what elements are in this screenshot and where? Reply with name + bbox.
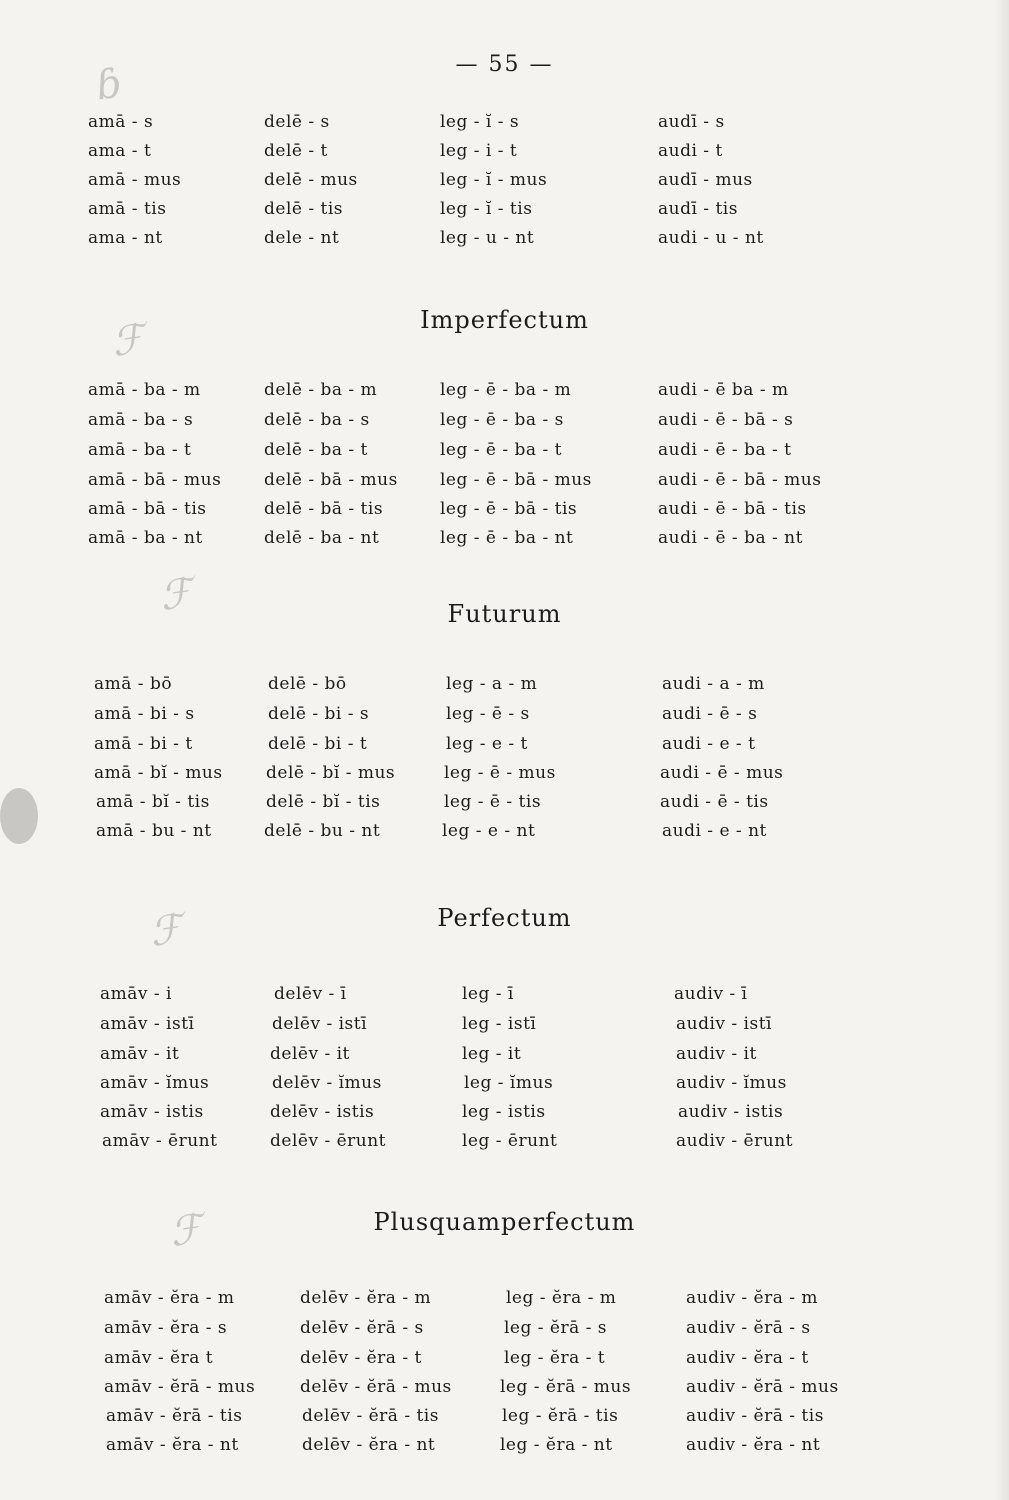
- legere-form: leg - ĭ - tis: [440, 199, 533, 219]
- legere-form: leg - ĭ - mus: [440, 170, 548, 190]
- amare-form: ama - nt: [88, 228, 163, 248]
- amare-form: amāv - ērunt: [102, 1131, 218, 1151]
- legere-form: leg - ĕra - nt: [500, 1435, 613, 1455]
- delere-form: delēv - ĕra - t: [300, 1348, 422, 1368]
- amare-form: ama - t: [88, 141, 152, 161]
- legere-form: leg - ē - ba - m: [440, 380, 572, 400]
- audire-form: audiv - ĕra - nt: [686, 1435, 821, 1455]
- audire-form: audi - ē - tis: [660, 792, 769, 812]
- pencil-mark: ɓ: [92, 60, 125, 110]
- legere-form: leg - ē - ba - nt: [440, 528, 574, 548]
- audire-form: audi - ē - mus: [660, 763, 784, 783]
- table-row: [0, 674, 1009, 704]
- delere-form: delē - bā - mus: [264, 470, 398, 490]
- table-row: [0, 470, 1009, 500]
- amare-form: amā - bĭ - tis: [96, 792, 210, 812]
- amare-form: amā - ba - t: [88, 440, 192, 460]
- amare-form: amā - s: [88, 112, 154, 132]
- table-row: [0, 1044, 1009, 1074]
- amare-form: amā - tis: [88, 199, 167, 219]
- amare-form: amā - mus: [88, 170, 182, 190]
- audire-form: audiv - ĕra - t: [686, 1348, 809, 1368]
- amare-form: amāv - ĕra - m: [104, 1288, 235, 1308]
- table-row: [0, 821, 1009, 851]
- audire-form: audiv - ĕrā - tis: [686, 1406, 824, 1426]
- delere-form: delē - bĭ - mus: [266, 763, 396, 783]
- amare-form: amāv - ĕra t: [104, 1348, 214, 1368]
- amare-form: amāv - ĕra - s: [104, 1318, 228, 1338]
- legere-form: leg - istis: [462, 1102, 546, 1122]
- table-row: [0, 410, 1009, 440]
- table-row: [0, 112, 1009, 142]
- delere-form: delēv - ĭmus: [272, 1073, 382, 1093]
- table-row: [0, 1131, 1009, 1161]
- amare-form: amā - bi - s: [94, 704, 195, 724]
- legere-form: leg - ē - tis: [444, 792, 542, 812]
- amare-form: amāv - i: [100, 984, 172, 1004]
- table-row: [0, 792, 1009, 822]
- delere-form: delē - ba - t: [264, 440, 368, 460]
- audire-form: audi - ē - bā - tis: [658, 499, 807, 519]
- amare-form: amāv - istī: [100, 1014, 195, 1034]
- amare-form: amā - bō: [94, 674, 173, 694]
- pencil-mark: ℱ: [146, 906, 185, 956]
- delere-form: delēv - ĕrā - tis: [302, 1406, 439, 1426]
- table-row: [0, 1348, 1009, 1378]
- delere-form: delēv - istis: [270, 1102, 375, 1122]
- table-row: [0, 228, 1009, 258]
- legere-form: leg - ē - s: [446, 704, 530, 724]
- amare-form: amā - ba - s: [88, 410, 194, 430]
- audire-form: audiv - ĕrā - s: [686, 1318, 811, 1338]
- delere-form: delēv - ī: [274, 984, 347, 1004]
- legere-form: leg - ē - mus: [444, 763, 556, 783]
- audire-form: audi - ē - ba - nt: [658, 528, 803, 548]
- legere-form: leg - ē - ba - t: [440, 440, 562, 460]
- table-row: [0, 984, 1009, 1014]
- legere-form: leg - ĕra - t: [504, 1348, 606, 1368]
- delere-form: delē - bi - s: [268, 704, 370, 724]
- legere-form: leg - it: [462, 1044, 522, 1064]
- audire-form: audi - ē - bā - mus: [658, 470, 822, 490]
- amare-form: amāv - istis: [100, 1102, 204, 1122]
- delere-form: delē - tis: [264, 199, 343, 219]
- audire-form: audiv - it: [676, 1044, 757, 1064]
- section-title-imperfectum: Imperfectum: [420, 306, 589, 334]
- delere-form: delēv - ĕra - m: [300, 1288, 432, 1308]
- legere-form: leg - a - m: [446, 674, 538, 694]
- amare-form: amāv - ĕrā - tis: [106, 1406, 243, 1426]
- delere-form: delē - t: [264, 141, 328, 161]
- pencil-mark: ℱ: [108, 316, 147, 366]
- audire-form: audi - e - nt: [662, 821, 767, 841]
- amare-form: amā - bi - t: [94, 734, 193, 754]
- legere-form: leg - ī: [462, 984, 514, 1004]
- audire-form: audiv - ĕrā - mus: [686, 1377, 839, 1397]
- table-row: [0, 1318, 1009, 1348]
- section-title-plusquamperfectum: Plusquamperfectum: [373, 1208, 636, 1236]
- legere-form: leg - ĭ - s: [440, 112, 520, 132]
- table-row: [0, 704, 1009, 734]
- delere-form: delē - ba - nt: [264, 528, 380, 548]
- amare-form: amā - bā - mus: [88, 470, 222, 490]
- table-row: [0, 1073, 1009, 1103]
- delere-form: delē - bō: [268, 674, 347, 694]
- section-title-perfectum: Perfectum: [437, 904, 572, 932]
- delere-form: delēv - istī: [272, 1014, 368, 1034]
- audire-form: audi - a - m: [662, 674, 765, 694]
- audire-form: audī - mus: [658, 170, 753, 190]
- legere-form: leg - ĕrā - mus: [500, 1377, 632, 1397]
- delere-form: delē - bā - tis: [264, 499, 384, 519]
- delere-form: delē - ba - m: [264, 380, 378, 400]
- table-row: [0, 734, 1009, 764]
- legere-form: leg - ē - bā - mus: [440, 470, 592, 490]
- amare-form: amā - ba - nt: [88, 528, 203, 548]
- legere-form: leg - ĭmus: [464, 1073, 554, 1093]
- audire-form: audiv - istī: [676, 1014, 772, 1034]
- audire-form: audiv - ērunt: [676, 1131, 793, 1151]
- legere-form: leg - ērunt: [462, 1131, 558, 1151]
- legere-form: leg - e - t: [446, 734, 528, 754]
- legere-form: leg - u - nt: [440, 228, 535, 248]
- table-row: [0, 141, 1009, 171]
- legere-form: leg - ĕrā - tis: [502, 1406, 619, 1426]
- audire-form: audi - ē - s: [662, 704, 758, 724]
- legere-form: leg - ĕra - m: [506, 1288, 617, 1308]
- section-title-futurum: Futurum: [447, 600, 562, 628]
- legere-form: leg - istī: [462, 1014, 537, 1034]
- audire-form: audiv - ĭmus: [676, 1073, 787, 1093]
- amare-form: amā - ba - m: [88, 380, 201, 400]
- table-row: [0, 1406, 1009, 1436]
- audire-form: audi - t: [658, 141, 723, 161]
- amare-form: amā - bĭ - mus: [94, 763, 223, 783]
- audire-form: audī - tis: [658, 199, 738, 219]
- amare-form: amāv - it: [100, 1044, 180, 1064]
- table-row: [0, 1435, 1009, 1465]
- delere-form: delē - bi - t: [268, 734, 368, 754]
- table-row: [0, 199, 1009, 229]
- audire-form: audi - u - nt: [658, 228, 764, 248]
- delere-form: delē - mus: [264, 170, 358, 190]
- legere-form: leg - ĕrā - s: [504, 1318, 608, 1338]
- delere-form: delē - ba - s: [264, 410, 370, 430]
- pencil-mark: ℱ: [156, 570, 195, 620]
- table-row: [0, 1377, 1009, 1407]
- audire-form: audi - ē - bā - s: [658, 410, 794, 430]
- delere-form: dele - nt: [264, 228, 340, 248]
- page-number: — 55 —: [455, 52, 554, 77]
- audire-form: audiv - istis: [678, 1102, 784, 1122]
- table-row: [0, 170, 1009, 200]
- amare-form: amā - bu - nt: [96, 821, 212, 841]
- audire-form: audī - s: [658, 112, 725, 132]
- table-row: [0, 528, 1009, 558]
- amare-form: amā - bā - tis: [88, 499, 207, 519]
- audire-form: audi - ē ba - m: [658, 380, 789, 400]
- table-row: [0, 1288, 1009, 1318]
- delere-form: delēv - ĕra - nt: [302, 1435, 436, 1455]
- delere-form: delēv - ērunt: [270, 1131, 387, 1151]
- audire-form: audiv - ī: [674, 984, 748, 1004]
- delere-form: delē - bĭ - tis: [266, 792, 381, 812]
- delere-form: delē - s: [264, 112, 330, 132]
- amare-form: amāv - ĭmus: [100, 1073, 210, 1093]
- audire-form: audi - e - t: [662, 734, 756, 754]
- delere-form: delē - bu - nt: [264, 821, 381, 841]
- audire-form: audi - ē - ba - t: [658, 440, 792, 460]
- audire-form: audiv - ĕra - m: [686, 1288, 819, 1308]
- delere-form: delēv - ĕrā - mus: [300, 1377, 452, 1397]
- delere-form: delēv - it: [270, 1044, 350, 1064]
- table-row: [0, 499, 1009, 529]
- table-row: [0, 440, 1009, 470]
- legere-form: leg - e - nt: [442, 821, 536, 841]
- legere-form: leg - ē - bā - tis: [440, 499, 578, 519]
- table-row: [0, 763, 1009, 793]
- table-row: [0, 380, 1009, 410]
- table-row: [0, 1014, 1009, 1044]
- amare-form: amāv - ĕra - nt: [106, 1435, 239, 1455]
- delere-form: delēv - ĕrā - s: [300, 1318, 424, 1338]
- legere-form: leg - ē - ba - s: [440, 410, 564, 430]
- legere-form: leg - i - t: [440, 141, 518, 161]
- table-row: [0, 1102, 1009, 1132]
- amare-form: amāv - ĕrā - mus: [104, 1377, 256, 1397]
- pencil-mark: ℱ: [166, 1206, 205, 1256]
